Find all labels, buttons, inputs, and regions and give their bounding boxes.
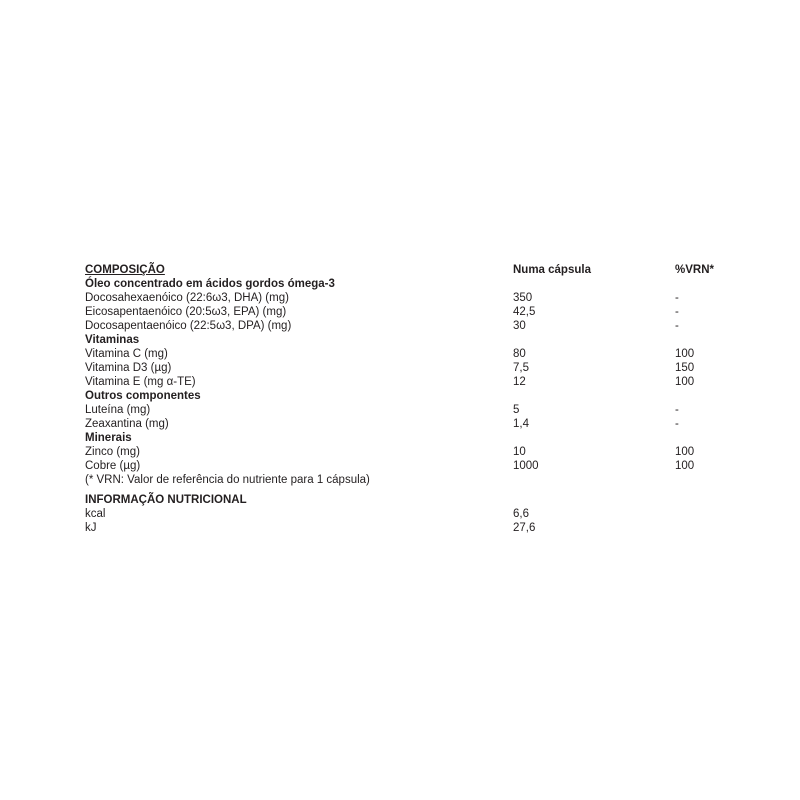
capsule-value: 12 — [513, 376, 526, 388]
nutrient-name: Docosapentaenóico (22:5ω3, DPA) (mg) — [85, 320, 292, 332]
group-label: Vitaminas — [85, 334, 140, 346]
table-row — [85, 459, 745, 473]
group-label: Minerais — [85, 432, 132, 444]
footnote-text: (* VRN: Valor de referência do nutriente para 1 cápsula) — [85, 474, 370, 486]
nutrition-value: 27,6 — [513, 522, 536, 534]
table-row — [85, 305, 745, 319]
capsule-value: 80 — [513, 348, 526, 360]
capsule-value: 5 — [513, 404, 520, 416]
vrn-value: - — [675, 404, 679, 416]
vrn-value: - — [675, 418, 679, 430]
group-heading-omega — [85, 277, 745, 291]
nutrient-name: Vitamina E (mg α-TE) — [85, 376, 196, 388]
vrn-value: - — [675, 292, 679, 304]
table-row — [85, 521, 745, 535]
vrn-value: 150 — [675, 362, 695, 374]
table-row — [85, 347, 745, 361]
col-header-vrn: %VRN* — [675, 264, 714, 276]
table-row — [85, 445, 745, 459]
col-header-capsule: Numa cápsula — [513, 264, 591, 276]
vrn-value: - — [675, 306, 679, 318]
capsule-value: 30 — [513, 320, 526, 332]
table-row — [85, 375, 745, 389]
nutrient-name: Eicosapentaenóico (20:5ω3, EPA) (mg) — [85, 306, 287, 318]
table-row — [85, 403, 745, 417]
nutrient-name: Luteína (mg) — [85, 404, 151, 416]
vrn-value: 100 — [675, 348, 695, 360]
capsule-value: 10 — [513, 446, 526, 458]
table-row — [85, 319, 745, 333]
nutrition-title: INFORMAÇÃO NUTRICIONAL — [85, 494, 247, 506]
nutrition-value: 6,6 — [513, 508, 529, 520]
composition-header-row — [85, 263, 745, 277]
capsule-value: 7,5 — [513, 362, 529, 374]
capsule-value: 42,5 — [513, 306, 536, 318]
composition-document — [85, 263, 745, 535]
nutrient-name: Docosahexaenóico (22:6ω3, DHA) (mg) — [85, 292, 289, 304]
nutrient-name: Cobre (µg) — [85, 460, 141, 472]
capsule-value: 1,4 — [513, 418, 529, 430]
group-label: Outros componentes — [85, 390, 201, 402]
vrn-value: 100 — [675, 460, 695, 472]
nutrient-name: Zeaxantina (mg) — [85, 418, 169, 430]
group-heading-minerals — [85, 431, 745, 445]
vrn-value: - — [675, 320, 679, 332]
table-row — [85, 417, 745, 431]
capsule-value: 350 — [513, 292, 533, 304]
footnote — [85, 473, 745, 487]
nutrient-name: Vitamina C (mg) — [85, 348, 168, 360]
vrn-value: 100 — [675, 446, 695, 458]
nutrient-name: Vitamina D3 (µg) — [85, 362, 172, 374]
group-heading-vitamins — [85, 333, 745, 347]
nutrition-unit: kJ — [85, 522, 97, 534]
group-label: Óleo concentrado em ácidos gordos ómega-3 — [85, 278, 335, 290]
nutrition-unit: kcal — [85, 508, 106, 520]
nutrition-header-row — [85, 493, 745, 507]
capsule-value: 1000 — [513, 460, 539, 472]
nutrient-name: Zinco (mg) — [85, 446, 140, 458]
table-row — [85, 361, 745, 375]
group-heading-others — [85, 389, 745, 403]
vrn-value: 100 — [675, 376, 695, 388]
composition-title: COMPOSIÇÃO — [85, 264, 165, 276]
table-row — [85, 507, 745, 521]
table-row — [85, 291, 745, 305]
